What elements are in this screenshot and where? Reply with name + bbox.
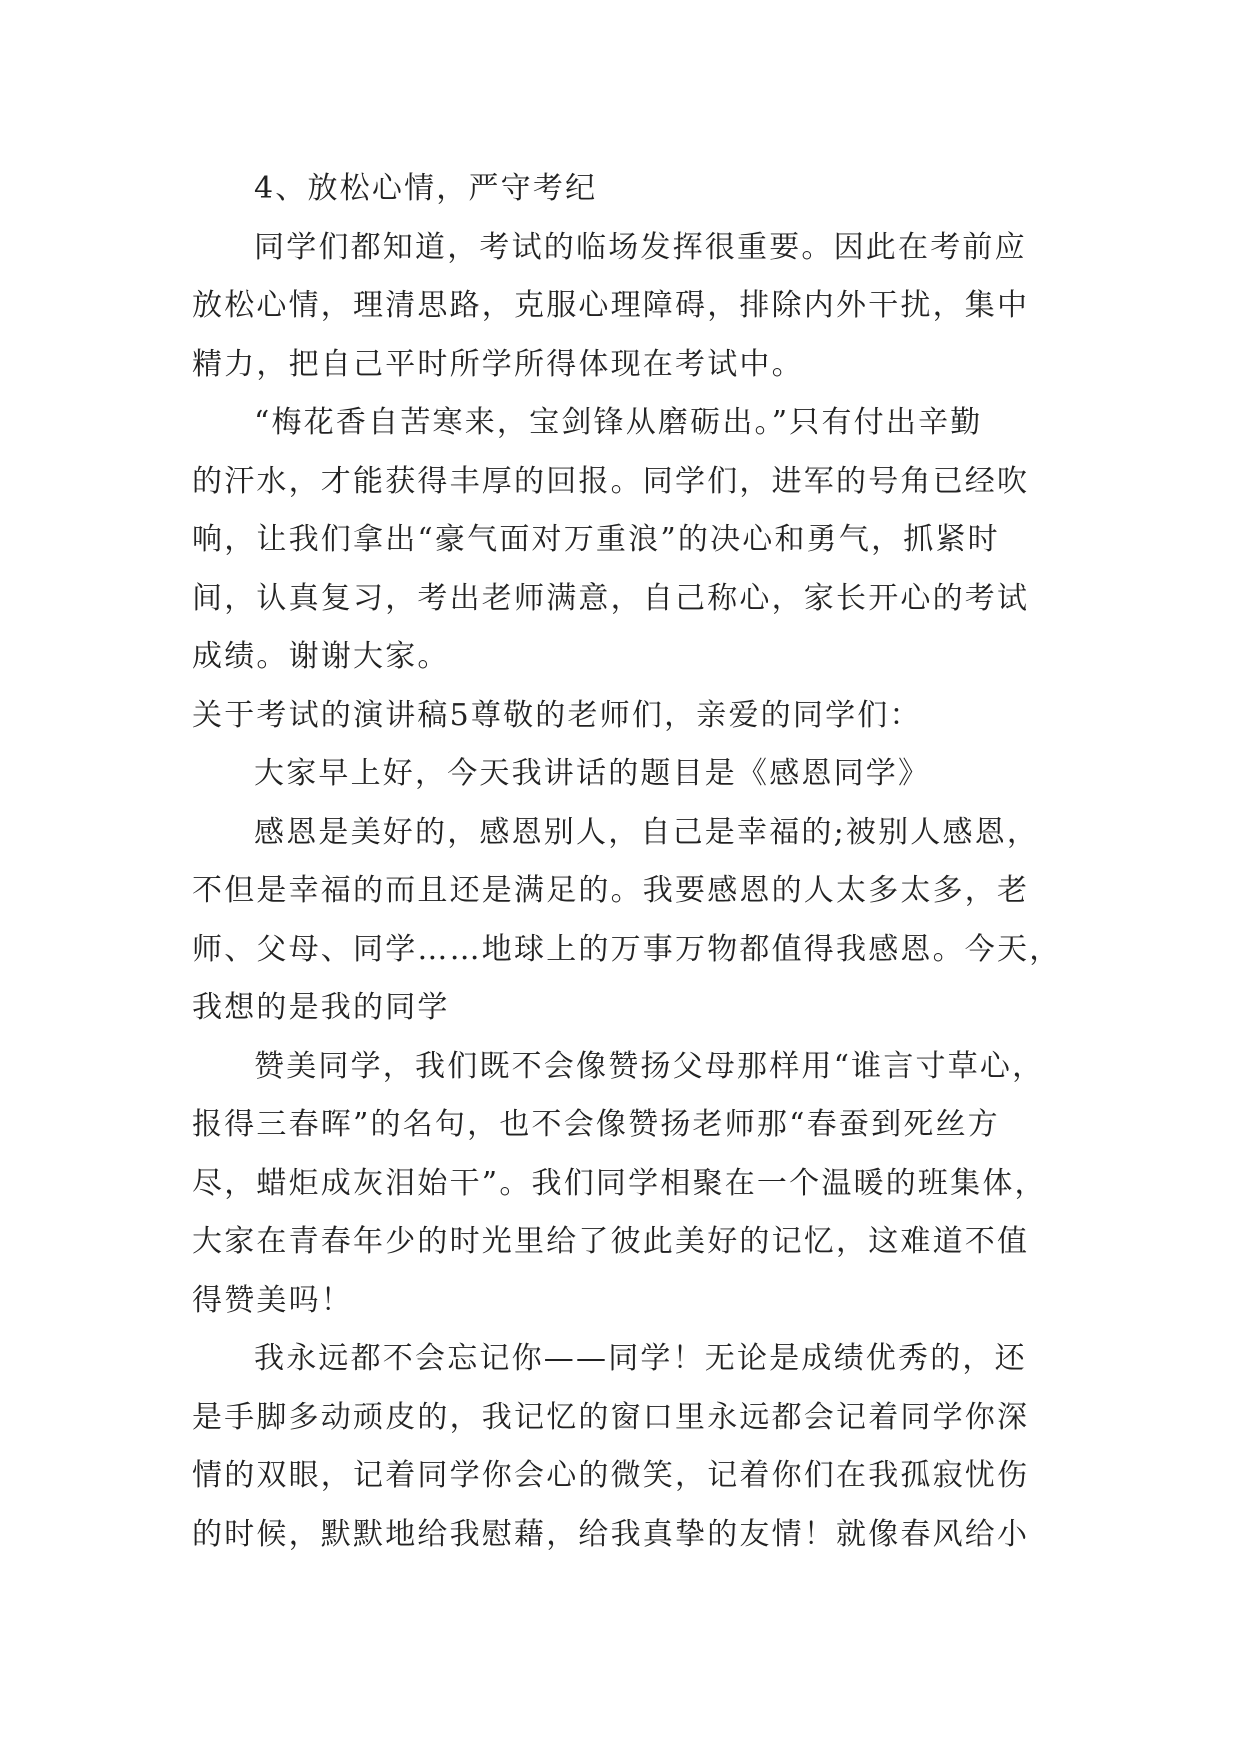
text-line: 大家在青春年少的时光里给了彼此美好的记忆，这难道不值 <box>192 1224 1030 1259</box>
text-line: 的汗水，才能获得丰厚的回报。同学们，进军的号角已经吹 <box>192 463 1030 499</box>
text-line: 尽，蜡炬成灰泪始干”。我们同学相聚在一个温暖的班集体， <box>192 1165 1047 1201</box>
text-line: 精力，把自己平时所学所得体现在考试中。 <box>192 346 804 382</box>
text-line: 报得三春晖”的名句，也不会像赞扬老师那“春蚕到死丝方 <box>192 1107 1000 1142</box>
text-line: 感恩是美好的，感恩别人，自己是幸福的;被别人感恩， <box>254 814 1040 850</box>
text-line: 响，让我们拿出“豪气面对万重浪”的决心和勇气，抓紧时 <box>192 522 1000 557</box>
text-line: 赞美同学，我们既不会像赞扬父母那样用“谁言寸草心， <box>254 1048 1045 1084</box>
text-line: 师、父母、同学……地球上的万事万物都值得我感恩。今天， <box>192 931 1062 967</box>
text-line: 大家早上好，今天我讲话的题目是《感恩同学》 <box>254 756 931 791</box>
speech-title-line: 关于考试的演讲稿5尊敬的老师们，亲爱的同学们： <box>192 697 922 733</box>
text-line: 间，认真复习，考出老师满意，自己称心，家长开心的考试 <box>192 580 1030 616</box>
document-body <box>192 160 1062 1564</box>
text-line: 放松心情，理清思路，克服心理障碍，排除内外干扰，集中 <box>192 288 1030 323</box>
text-line: 同学们都知道，考试的临场发挥很重要。因此在考前应 <box>254 229 1027 265</box>
section-heading: 4、放松心情，严守考纪 <box>254 171 598 206</box>
text-line: 成绩。谢谢大家。 <box>192 639 450 674</box>
text-line: 我永远都不会忘记你——同学！无论是成绩优秀的，还 <box>254 1341 1027 1376</box>
text-line: 是手脚多动顽皮的，我记忆的窗口里永远都会记着同学你深 <box>192 1399 1030 1435</box>
text-line: 的时候，默默地给我慰藉，给我真挚的友情！就像春风给小 <box>192 1516 1030 1552</box>
text-line: “梅花香自苦寒来，宝剑锋从磨砺出。”只有付出辛勤 <box>254 405 983 440</box>
text-line: 情的双眼，记着同学你会心的微笑，记着你们在我孤寂忧伤 <box>192 1458 1030 1493</box>
text-line: 我想的是我的同学 <box>192 990 450 1025</box>
text-line: 不但是幸福的而且还是满足的。我要感恩的人太多太多，老 <box>192 873 1030 908</box>
text-line: 得赞美吗！ <box>192 1282 353 1318</box>
